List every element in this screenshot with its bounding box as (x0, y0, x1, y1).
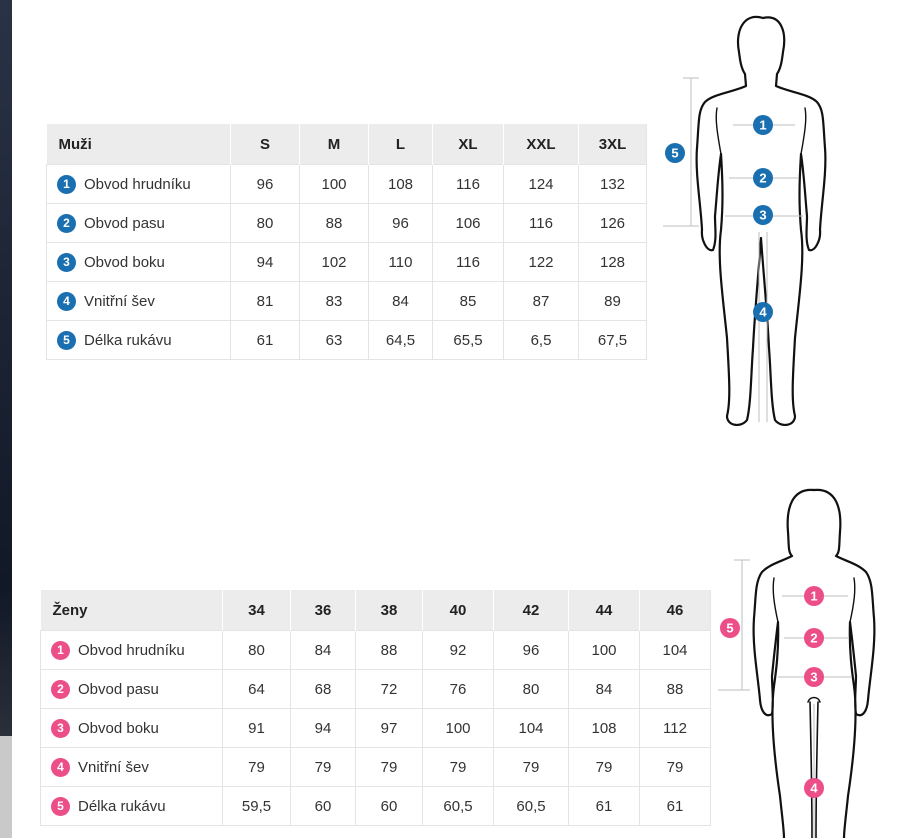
men-value-cell: 96 (369, 204, 433, 243)
women-value-cell: 84 (291, 631, 356, 670)
women-marker-3 (804, 667, 824, 687)
number-badge: 4 (57, 292, 76, 311)
men-marker-4 (753, 302, 773, 322)
measurement-label: Obvod pasu (78, 680, 159, 698)
male-body-silhouette-icon (655, 8, 835, 433)
women-row-label-cell (41, 670, 223, 709)
women-value-cell: 79 (291, 748, 356, 787)
svg-text:5: 5 (671, 145, 679, 161)
women-table-header-row (41, 590, 711, 631)
men-row-label-cell (47, 243, 231, 282)
number-badge: 1 (57, 175, 76, 194)
men-value-cell: 88 (300, 204, 369, 243)
women-size-header: 38 (356, 590, 423, 631)
women-marker-5 (720, 618, 740, 638)
women-value-cell: 104 (494, 709, 569, 748)
women-value-cell: 61 (640, 787, 711, 826)
svg-text:2: 2 (759, 170, 767, 186)
women-value-cell: 84 (569, 670, 640, 709)
women-table-row (41, 787, 711, 826)
men-value-cell: 83 (300, 282, 369, 321)
men-size-table (46, 124, 647, 360)
measurement-label: Délka rukávu (84, 331, 172, 349)
svg-text:4: 4 (810, 780, 818, 796)
women-value-cell: 60 (356, 787, 423, 826)
measurement-label: Obvod boku (84, 253, 165, 271)
measurement-label: Obvod hrudníku (84, 175, 191, 193)
men-value-cell: 100 (300, 165, 369, 204)
svg-text:1: 1 (759, 117, 767, 133)
men-value-cell: 67,5 (579, 321, 647, 360)
men-table-row (47, 243, 647, 282)
men-value-cell: 89 (579, 282, 647, 321)
men-size-header: XL (433, 124, 504, 165)
women-value-cell: 72 (356, 670, 423, 709)
men-table-header-row (47, 124, 647, 165)
men-row-label-cell (47, 204, 231, 243)
number-badge: 2 (51, 680, 70, 699)
svg-text:4: 4 (759, 304, 767, 320)
women-value-cell: 96 (494, 631, 569, 670)
women-value-cell: 61 (569, 787, 640, 826)
women-size-header: 46 (640, 590, 711, 631)
men-marker-5 (665, 143, 685, 163)
measurement-label: Obvod hrudníku (78, 641, 185, 659)
women-row-label-cell (41, 748, 223, 787)
measurement-label: Obvod pasu (84, 214, 165, 232)
women-value-cell: 79 (423, 748, 494, 787)
number-badge: 2 (57, 214, 76, 233)
men-value-cell: 126 (579, 204, 647, 243)
men-value-cell: 110 (369, 243, 433, 282)
women-marker-1 (804, 586, 824, 606)
men-value-cell: 116 (504, 204, 579, 243)
men-value-cell: 116 (433, 243, 504, 282)
women-size-header: 44 (569, 590, 640, 631)
men-size-header: M (300, 124, 369, 165)
men-value-cell: 61 (231, 321, 300, 360)
number-badge: 4 (51, 758, 70, 777)
men-table-row (47, 204, 647, 243)
men-size-header: 3XL (579, 124, 647, 165)
women-value-cell: 79 (640, 748, 711, 787)
women-value-cell: 76 (423, 670, 494, 709)
men-table-title: Muži (47, 124, 231, 165)
men-value-cell: 116 (433, 165, 504, 204)
women-value-cell: 97 (356, 709, 423, 748)
women-value-cell: 79 (494, 748, 569, 787)
women-value-cell: 88 (356, 631, 423, 670)
men-table-row (47, 165, 647, 204)
women-value-cell: 88 (640, 670, 711, 709)
svg-text:5: 5 (726, 620, 734, 636)
women-table-row (41, 748, 711, 787)
men-value-cell: 102 (300, 243, 369, 282)
women-table-row (41, 631, 711, 670)
women-row-label-cell (41, 787, 223, 826)
men-marker-3 (753, 205, 773, 225)
number-badge: 5 (57, 331, 76, 350)
women-value-cell: 108 (569, 709, 640, 748)
women-size-header: 42 (494, 590, 569, 631)
men-value-cell: 64,5 (369, 321, 433, 360)
men-value-cell: 63 (300, 321, 369, 360)
men-value-cell: 106 (433, 204, 504, 243)
women-value-cell: 64 (223, 670, 291, 709)
women-marker-2 (804, 628, 824, 648)
women-row-label-cell (41, 631, 223, 670)
women-value-cell: 112 (640, 709, 711, 748)
men-table-row (47, 321, 647, 360)
men-marker-1 (753, 115, 773, 135)
number-badge: 1 (51, 641, 70, 660)
men-value-cell: 87 (504, 282, 579, 321)
men-row-label-cell (47, 165, 231, 204)
women-row-label-cell (41, 709, 223, 748)
number-badge: 3 (57, 253, 76, 272)
women-size-header: 36 (291, 590, 356, 631)
men-value-cell: 108 (369, 165, 433, 204)
women-size-header: 34 (223, 590, 291, 631)
women-table-row (41, 670, 711, 709)
women-value-cell: 79 (569, 748, 640, 787)
measurement-label: Délka rukávu (78, 797, 166, 815)
women-table-title: Ženy (41, 590, 223, 631)
background-edge (0, 0, 12, 838)
women-value-cell: 79 (356, 748, 423, 787)
women-size-header: 40 (423, 590, 494, 631)
men-value-cell: 6,5 (504, 321, 579, 360)
women-value-cell: 94 (291, 709, 356, 748)
women-value-cell: 79 (223, 748, 291, 787)
women-value-cell: 104 (640, 631, 711, 670)
men-table-row (47, 282, 647, 321)
men-value-cell: 80 (231, 204, 300, 243)
men-value-cell: 65,5 (433, 321, 504, 360)
women-value-cell: 92 (423, 631, 494, 670)
number-badge: 5 (51, 797, 70, 816)
svg-text:2: 2 (810, 630, 818, 646)
women-value-cell: 80 (494, 670, 569, 709)
svg-text:3: 3 (810, 669, 818, 685)
men-value-cell: 85 (433, 282, 504, 321)
women-value-cell: 60,5 (423, 787, 494, 826)
men-size-header: S (231, 124, 300, 165)
female-body-silhouette-icon (712, 486, 898, 838)
women-value-cell: 100 (423, 709, 494, 748)
svg-text:3: 3 (759, 207, 767, 223)
women-value-cell: 80 (223, 631, 291, 670)
men-size-header: L (369, 124, 433, 165)
women-marker-4 (804, 778, 824, 798)
men-marker-2 (753, 168, 773, 188)
measurement-label: Obvod boku (78, 719, 159, 737)
measurement-label: Vnitřní šev (84, 292, 155, 310)
men-row-label-cell (47, 282, 231, 321)
men-size-header: XXL (504, 124, 579, 165)
men-value-cell: 128 (579, 243, 647, 282)
men-value-cell: 94 (231, 243, 300, 282)
women-value-cell: 60 (291, 787, 356, 826)
women-table-row (41, 709, 711, 748)
men-value-cell: 81 (231, 282, 300, 321)
women-value-cell: 59,5 (223, 787, 291, 826)
men-value-cell: 96 (231, 165, 300, 204)
measurement-label: Vnitřní šev (78, 758, 149, 776)
women-value-cell: 91 (223, 709, 291, 748)
svg-text:1: 1 (810, 588, 818, 604)
men-value-cell: 122 (504, 243, 579, 282)
number-badge: 3 (51, 719, 70, 738)
women-value-cell: 68 (291, 670, 356, 709)
men-value-cell: 124 (504, 165, 579, 204)
women-size-table (40, 590, 711, 826)
women-value-cell: 100 (569, 631, 640, 670)
men-value-cell: 84 (369, 282, 433, 321)
men-value-cell: 132 (579, 165, 647, 204)
women-value-cell: 60,5 (494, 787, 569, 826)
men-row-label-cell (47, 321, 231, 360)
